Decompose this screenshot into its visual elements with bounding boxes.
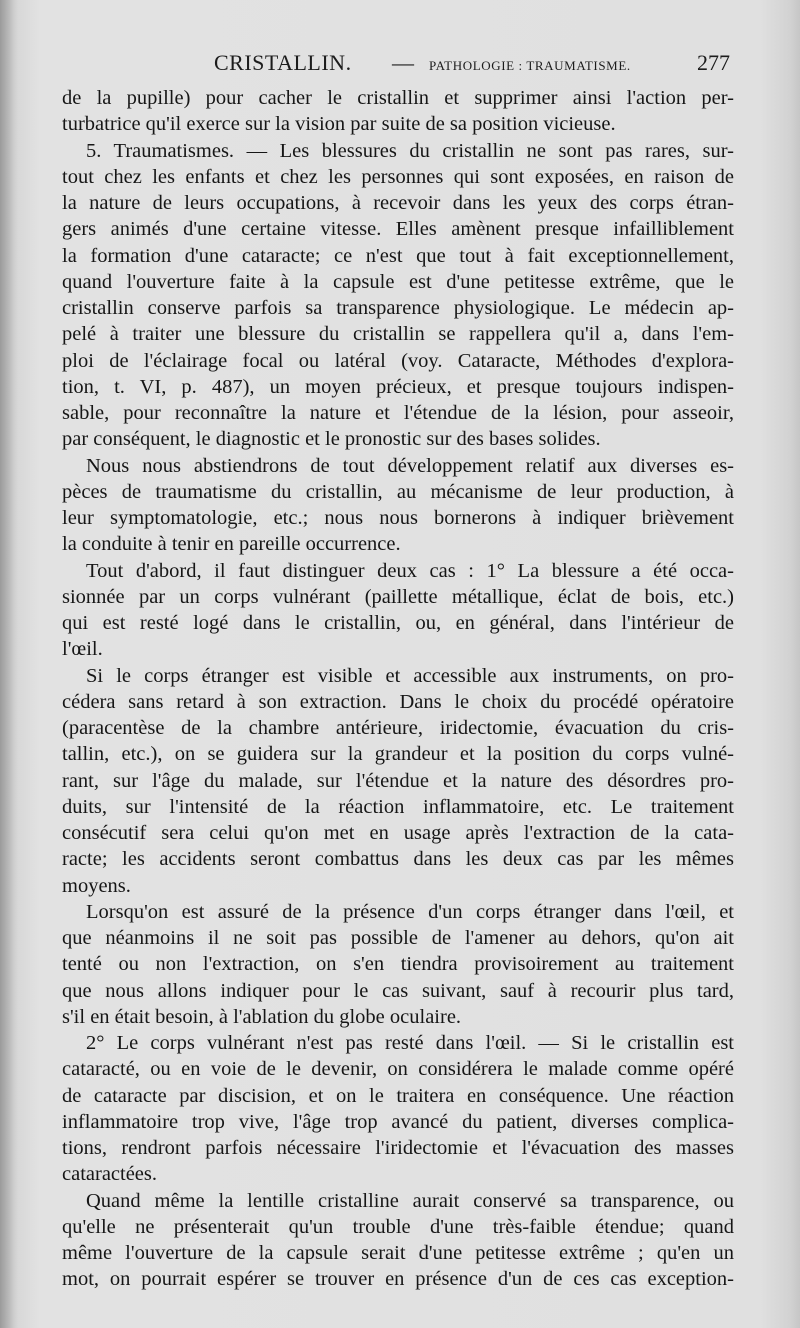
page-number: 277 [697, 50, 730, 75]
text-line: tion, t. VI, p. 487), un moyen précieux, et presque toujours indispen- [62, 375, 734, 398]
text-line: racte; les accidents seront combattus dans les deux cas par les mêmes [62, 848, 734, 871]
text-line: consécutif sera celui qu'on met en usage après l'extraction de la cata- [62, 822, 734, 844]
text-line: moyens. [62, 874, 131, 897]
text-line: pelé à traiter une blessure du cristallin se rappellera qu'il a, dans l'em- [62, 323, 734, 346]
text-line: qui est resté logé dans le cristallin, ou, en général, dans l'intérieur de [62, 612, 734, 634]
text-line: sionnée par un corps vulnérant (paillette métallique, éclat de bois, etc.) [62, 585, 734, 608]
text-line: que néanmoins il ne soit pas possible de l'amener au dehors, qu'on ait [62, 927, 734, 949]
text-line: s'il en était besoin, à l'ablation du globe oculaire. [62, 1005, 462, 1028]
text-line: mot, on pourrait espérer se trouver en présence d'un de ces cas exception- [62, 1268, 734, 1291]
text-line: qu'elle ne présenterait qu'un trouble d'une très-faible étendue; quand [62, 1215, 734, 1238]
text-line: de la pupille) pour cacher le cristallin et supprimer ainsi l'action per- [62, 87, 734, 109]
header-dash: — [392, 50, 414, 75]
text-line: gers animés d'une certaine vitesse. Elles amènent presque infailliblement [62, 218, 734, 241]
text-line: tout chez les enfants et chez les personnes qui sont exposées, en raison de [62, 165, 734, 188]
text-line: tions, rendront parfois nécessaire l'iridectomie et l'évacuation des masses [62, 1137, 734, 1159]
text-line: même l'ouverture de la capsule serait d'une petitesse extrême ; qu'en un [62, 1242, 734, 1264]
text-line: tallin, etc.), on se guidera sur la grandeur et la position du corps vulné- [62, 743, 734, 766]
text-line: par conséquent, le diagnostic et le pronostic sur des bases solides. [62, 428, 601, 451]
text-line: Lorsqu'on est assuré de la présence d'un corps étranger dans l'œil, et [86, 900, 734, 923]
text-line: 5. Traumatismes. — Les blessures du cristallin ne sont pas rares, sur- [86, 139, 734, 162]
text-line: la conduite à tenir en pareille occurrence. [62, 533, 401, 556]
header-section: PATHOLOGIE : TRAUMATISME. [429, 58, 631, 73]
text-line: inflammatoire trop vive, l'âge trop avancé du patient, diverses complica- [62, 1110, 734, 1133]
text-line: ploi de l'éclairage focal ou latéral (voy. Cataracte, Méthodes d'explora- [62, 349, 734, 372]
text-line: Si le corps étranger est visible et accessible aux instruments, on pro- [86, 664, 734, 687]
text-line: quand l'ouverture faite à la capsule est d'une petitesse extrême, que le [62, 270, 734, 293]
text-line: tenté ou non l'extraction, on s'en tiendra provisoirement au traitement [62, 953, 734, 976]
text-line: leur symptomatologie, etc.; nous nous bornerons à indiquer brièvement [62, 507, 734, 529]
text-line: pèces de traumatisme du cristallin, au mécanisme de leur production, à [62, 480, 734, 503]
text-line: (paracentèse de la chambre antérieure, iridectomie, évacuation du cris- [62, 717, 734, 739]
text-line: Quand même la lentille cristalline aurait conservé sa transparence, ou [86, 1189, 734, 1212]
text-line: cataracté, ou en voie de le devenir, on considérera le malade comme opéré [62, 1058, 734, 1081]
text-line: de cataracte par discision, et on le traitera en conséquence. Une réaction [62, 1084, 734, 1107]
text-line: turbatrice qu'il exerce sur la vision par suite de sa position vicieuse. [62, 113, 616, 136]
text-line: cristallin conserve parfois sa transparence physiologique. Le médecin ap- [62, 297, 734, 319]
text-line: la nature de leurs occupations, à recevoir dans les yeux des corps étran- [62, 192, 734, 214]
binding-shadow [0, 0, 18, 1328]
text-line: 2° Le corps vulnérant n'est pas resté dans l'œil. — Si le cristallin est [86, 1032, 734, 1054]
text-line: cataractées. [62, 1163, 158, 1186]
text-line: que nous allons indiquer pour le cas suivant, sauf à recourir plus tard, [62, 979, 734, 1002]
text-line: Tout d'abord, il faut distinguer deux cas : 1° La blessure a été occa- [86, 559, 734, 582]
text-line: Nous nous abstiendrons de tout développement relatif aux diverses es- [86, 454, 734, 477]
text-line: duits, sur l'intensité de la réaction inflammatoire, etc. Le traitement [62, 795, 734, 818]
header-title: CRISTALLIN. [214, 50, 352, 75]
text-line: cédera sans retard à son extraction. Dans le choix du procédé opératoire [62, 690, 734, 713]
running-header [62, 48, 734, 82]
text-line: l'œil. [62, 638, 103, 661]
text-line: sable, pour reconnaître la nature et l'étendue de la lésion, pour asseoir, [62, 402, 734, 424]
body-text [62, 85, 734, 1293]
text-line: la formation d'une cataracte; ce n'est que tout à fait exceptionnellement, [62, 244, 734, 267]
text-line: rant, sur l'âge du malade, sur l'étendue et la nature des désordres pro- [62, 769, 734, 792]
